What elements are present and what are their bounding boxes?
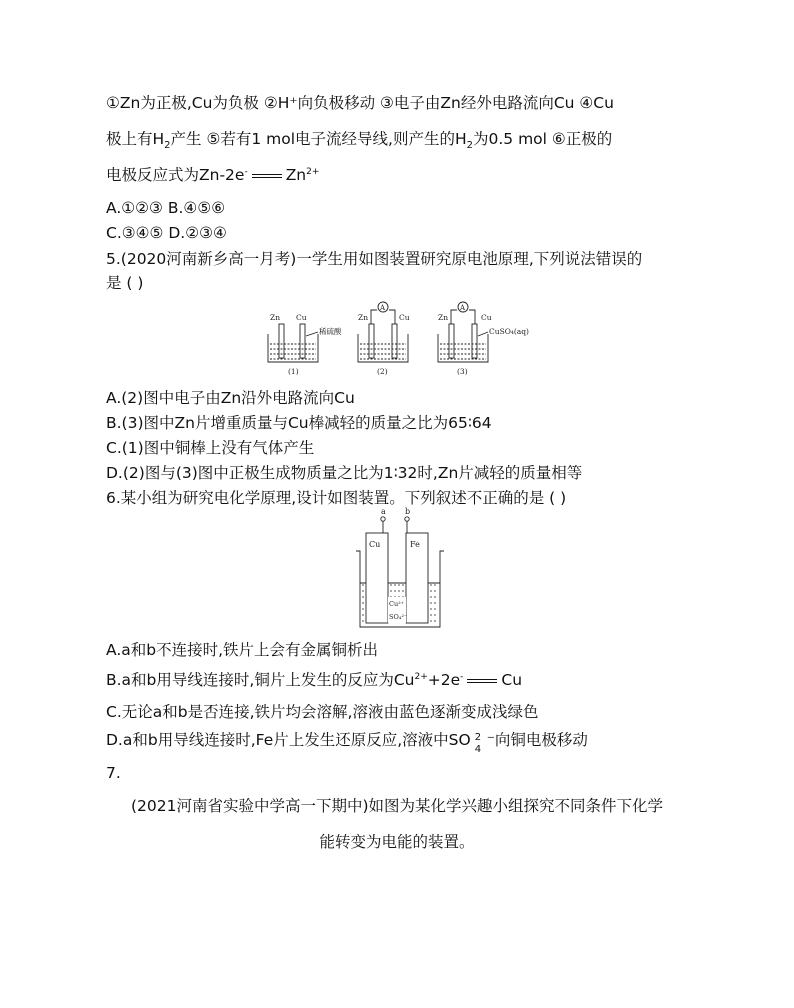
cell2-ammeter-label: A	[380, 304, 386, 312]
q5-option-c: C.(1)图中铜棒上没有气体产生	[106, 439, 315, 457]
equals-sign	[252, 174, 282, 178]
q6-option-d: D.a和b用导线连接时,Fe片上发生还原反应,溶液中SO 2 4 ⁻向铜电极移动	[106, 731, 588, 755]
cell3-number: (3)	[457, 367, 468, 376]
q5-option-d: D.(2)图与(3)图中正极生成物质量之比为1∶32时,Zn片减轻的质量相等	[106, 464, 583, 482]
q7-stem-line2: 能转变为电能的装置。	[319, 833, 475, 851]
cell1-zn-label: Zn	[270, 313, 281, 322]
q5-stem-line2: 是 ( )	[106, 274, 144, 292]
q6-option-c: C.无论a和b是否连接,铁片均会溶解,溶液由蓝色逐渐变成浅绿色	[106, 703, 539, 721]
cell1-cu-label: Cu	[296, 313, 307, 322]
q6-stem: 6.某小组为研究电化学原理,设计如图装置。下列叙述不正确的是 ( )	[106, 489, 567, 507]
terminal-b-label: b	[405, 507, 411, 516]
q7-number: 7.	[106, 764, 121, 782]
sulfate-charge: 2 4	[474, 731, 482, 755]
q7-stem-line1: (2021河南省实验中学高一下期中)如图为某化学兴趣小组探究不同条件下化学	[130, 797, 664, 815]
q4-statements-line3: 电极反应式为Zn-2e- $Zn^{2+}$	[106, 166, 320, 184]
q4-statements-line1: ①Zn为正极,Cu为负极 ②H⁺向负极移动 ③电子由Zn经外电路流向Cu ④Cu	[106, 94, 614, 112]
terminal-a-label: a	[381, 507, 386, 516]
cell3-zn-label: Zn	[438, 313, 449, 322]
cu-electrode-label: Cu	[369, 540, 381, 549]
equals-sign	[467, 679, 497, 683]
q5-stem-line1: 5.(2020河南新乡高一月考)一学生用如图装置研究原电池原理,下列说法错误的	[106, 250, 643, 268]
q6-figure-beaker	[352, 507, 448, 635]
cell2-zn-label: Zn	[358, 313, 369, 322]
q6-option-a: A.a和b不连接时,铁片上会有金属铜析出	[106, 641, 379, 659]
cu-ion-label: Cu²⁺	[389, 600, 405, 608]
acid-label: 稀硫酸	[319, 327, 342, 336]
cell1-number: (1)	[288, 367, 299, 376]
q6-option-b: B.a和b用导线连接时,铜片上发生的反应为$Cu^{2+}+2e^-$ Cu	[106, 671, 523, 689]
cell2-cu-label: Cu	[399, 313, 410, 322]
sulfate-ion-label: SO₄²⁻	[389, 613, 408, 621]
cell3-cu-label: Cu	[481, 313, 492, 322]
q5-figure-cells	[262, 296, 552, 380]
q4-options-cd: C.③④⑤ D.②③④	[106, 224, 227, 242]
cuso4-label: CuSO₄(aq)	[489, 327, 529, 336]
q4-statements-line2: 极上有$H_2$产生 ⑤若有1 mol电子流经导线,则产生的$H_2$为0.5 mol ⑥正极的	[106, 130, 613, 151]
q5-option-b: B.(3)图中Zn片增重质量与Cu棒减轻的质量之比为65∶64	[106, 414, 492, 432]
fe-electrode-label: Fe	[410, 540, 420, 549]
cell3-ammeter-label: A	[460, 304, 466, 312]
q5-option-a: A.(2)图中电子由Zn沿外电路流向Cu	[106, 389, 355, 407]
q4-options-ab: A.①②③ B.④⑤⑥	[106, 199, 226, 217]
cell2-number: (2)	[377, 367, 388, 376]
